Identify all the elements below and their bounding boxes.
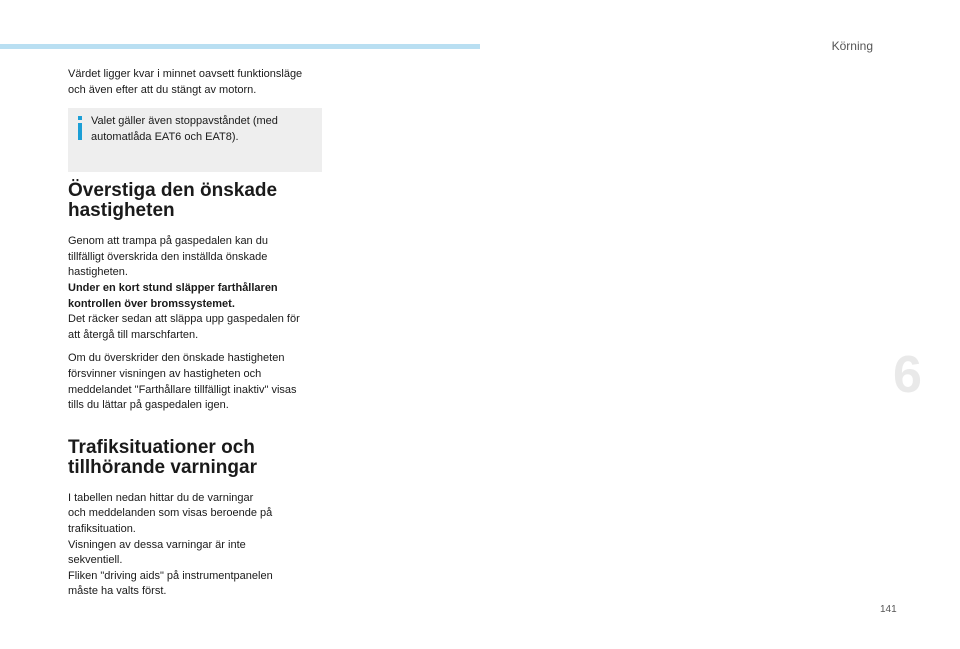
chapter-number: 6 (893, 346, 922, 404)
page-number: 141 (880, 604, 897, 615)
info-box (68, 108, 322, 172)
header-accent-bar (0, 44, 480, 49)
traffic-paragraph: I tabellen nedan hittar du de varningar och meddelanden som visas beroende på trafiksituation. Visningen av dessa varningar är inte sekventiell. Fliken "driving aids" på instrumentpanelen måste ha valts först. (68, 491, 273, 598)
intro-paragraph: Värdet ligger kvar i minnet oavsett funktionsläge och även efter att du stängt av motorn. (68, 68, 303, 96)
overspeed-bold-line-1: Under en kort stund släpper farthållaren (68, 281, 278, 294)
heading-traffic: Trafiksituationer och tillhörande varningar (68, 436, 257, 478)
overspeed-bold-line-2: kontrollen över bromssystemet. (68, 297, 235, 310)
info-text: Valet gäller även stoppavståndet (med automatlåda EAT6 och EAT8). (91, 115, 278, 143)
overspeed-paragraph-1: Genom att trampa på gaspedalen kan du tillfälligt överskrida den inställda önskade hastigheten. Under en kort stund släpper farthållaren kontrollen över bromssystemet. Det räcker sedan att släppa upp gaspedalen för att återgå till marschfarten. (68, 234, 326, 343)
heading-overspeed: Överstiga den önskade hastigheten (68, 180, 278, 222)
overspeed-paragraph-2: Om du överskrider den önskade hastigheten försvinner visningen av hastigheten och meddelandet "Farthållare tillfälligt inaktiv" visas tills du lättar på gaspedalen igen. (68, 352, 297, 412)
info-icon (75, 116, 85, 140)
main-column (68, 67, 326, 600)
section-title: Körning (831, 39, 873, 53)
